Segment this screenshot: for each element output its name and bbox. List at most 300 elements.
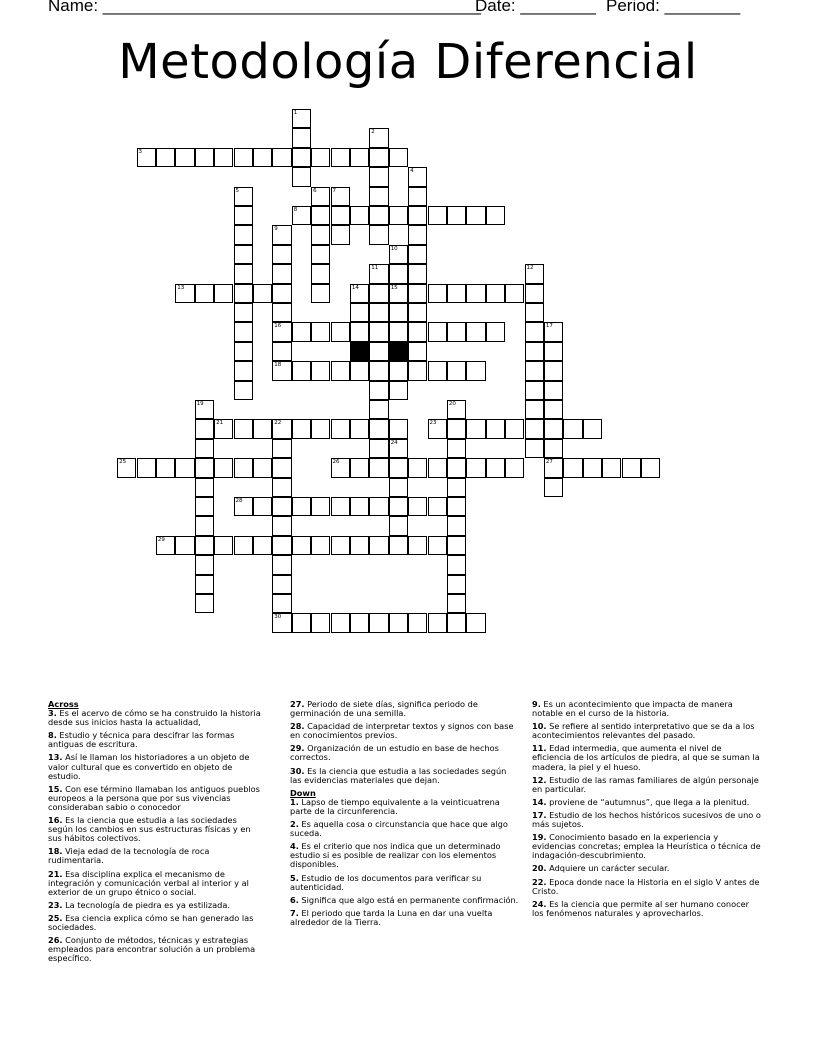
grid-cell[interactable] [195, 555, 214, 574]
grid-cell[interactable] [428, 361, 447, 380]
clue-number: 4 [410, 168, 414, 175]
grid-cell[interactable] [525, 303, 544, 322]
grid-cell[interactable] [156, 458, 175, 477]
grid-cell[interactable] [544, 478, 563, 497]
grid-cell[interactable] [272, 303, 291, 322]
grid-cell[interactable] [447, 361, 466, 380]
down-clue [532, 811, 762, 829]
grid-cell[interactable] [369, 458, 388, 477]
grid-cell[interactable] [428, 497, 447, 516]
grid-cell[interactable] [583, 458, 602, 477]
clue-number-label: 8. [48, 730, 57, 741]
grid-cell[interactable] [389, 516, 408, 535]
grid-cell[interactable] [525, 400, 544, 419]
across-clue [48, 816, 263, 843]
grid-cell[interactable] [369, 264, 388, 283]
clue-text: Estudio de los documentos para verificar su autenticidad. [290, 872, 482, 892]
grid-cell[interactable] [350, 419, 369, 438]
clue-number-label: 29. [290, 743, 305, 754]
grid-cell[interactable] [544, 439, 563, 458]
grid-cell[interactable] [311, 419, 330, 438]
grid-cell[interactable] [369, 148, 388, 167]
grid-cell[interactable] [369, 419, 388, 438]
grid-cell[interactable] [311, 225, 330, 244]
grid-cell[interactable] [505, 419, 524, 438]
clue-number: 14 [351, 284, 359, 291]
grid-cell[interactable] [137, 148, 156, 167]
grid-cell[interactable] [525, 342, 544, 361]
grid-cell[interactable] [175, 284, 194, 303]
grid-cell[interactable] [234, 303, 253, 322]
date-field-label[interactable]: Date: ________ [475, 0, 596, 15]
clue-number: 21 [216, 420, 224, 427]
grid-cell[interactable] [156, 148, 175, 167]
grid-cell[interactable] [272, 516, 291, 535]
grid-cell[interactable] [195, 478, 214, 497]
grid-cell[interactable] [272, 419, 291, 438]
across-clue [48, 847, 263, 865]
grid-cell[interactable] [253, 148, 272, 167]
clue-text: Es la ciencia que estudia a las sociedades según los cambios en sus estructuras físicas y en sus hábitos colectivos. [48, 815, 251, 844]
grid-cell[interactable] [311, 613, 330, 632]
grid-cell[interactable] [253, 284, 272, 303]
across-clue [48, 731, 263, 749]
grid-cell[interactable] [408, 264, 427, 283]
grid-cell[interactable] [525, 439, 544, 458]
grid-cell[interactable] [292, 613, 311, 632]
grid-cell[interactable] [292, 419, 311, 438]
across-clue [48, 901, 263, 910]
grid-cell[interactable] [602, 458, 621, 477]
black-cell [389, 342, 408, 361]
grid-cell[interactable] [525, 322, 544, 341]
grid-cell[interactable] [447, 497, 466, 516]
grid-cell[interactable] [272, 322, 291, 341]
grid-cell[interactable] [234, 206, 253, 225]
grid-cell[interactable] [428, 284, 447, 303]
grid-cell[interactable] [350, 303, 369, 322]
grid-cell[interactable] [486, 419, 505, 438]
grid-cell[interactable] [350, 536, 369, 555]
name-field-label[interactable]: Name: ________________________________________ [48, 0, 481, 15]
grid-cell[interactable] [272, 458, 291, 477]
grid-cell[interactable] [447, 419, 466, 438]
grid-cell[interactable] [525, 284, 544, 303]
clue-text: Epoca donde nace la Historia en el siglo V antes de Cristo. [532, 876, 760, 896]
clue-number: 24 [390, 439, 398, 446]
grid-cell[interactable] [311, 148, 330, 167]
grid-cell[interactable] [544, 381, 563, 400]
grid-cell[interactable] [234, 381, 253, 400]
grid-cell[interactable] [447, 594, 466, 613]
grid-cell[interactable] [408, 225, 427, 244]
grid-cell[interactable] [408, 245, 427, 264]
grid-cell[interactable] [447, 478, 466, 497]
grid-cell[interactable] [544, 361, 563, 380]
grid-cell[interactable] [331, 361, 350, 380]
grid-cell[interactable] [331, 206, 350, 225]
grid-cell[interactable] [408, 613, 427, 632]
grid-cell[interactable] [253, 419, 272, 438]
clue-number-label: 20. [532, 863, 547, 874]
grid-cell[interactable] [331, 613, 350, 632]
grid-cell[interactable] [369, 187, 388, 206]
grid-cell[interactable] [272, 439, 291, 458]
clue-number: 26 [332, 459, 340, 466]
grid-cell[interactable] [447, 322, 466, 341]
grid-cell[interactable] [447, 613, 466, 632]
clue-number-label: 9. [532, 699, 541, 709]
grid-cell[interactable] [369, 536, 388, 555]
grid-cell[interactable] [195, 439, 214, 458]
grid-cell[interactable] [272, 536, 291, 555]
grid-cell[interactable] [369, 497, 388, 516]
grid-cell[interactable] [408, 303, 427, 322]
grid-cell[interactable] [641, 458, 660, 477]
grid-cell[interactable] [195, 284, 214, 303]
grid-cell[interactable] [447, 458, 466, 477]
grid-cell[interactable] [389, 148, 408, 167]
grid-cell[interactable] [311, 187, 330, 206]
grid-cell[interactable] [175, 536, 194, 555]
grid-cell[interactable] [292, 148, 311, 167]
clue-number: 19 [196, 401, 204, 407]
across-heading: Across [48, 699, 79, 709]
grid-cell[interactable] [253, 497, 272, 516]
grid-cell[interactable] [253, 536, 272, 555]
grid-cell[interactable] [234, 284, 253, 303]
grid-cell[interactable] [369, 284, 388, 303]
grid-cell[interactable] [234, 497, 253, 516]
grid-cell[interactable] [389, 497, 408, 516]
grid-cell[interactable] [214, 536, 233, 555]
across-clue [290, 722, 520, 740]
clue-number: 25 [119, 459, 127, 466]
grid-cell[interactable] [408, 284, 427, 303]
grid-cell[interactable] [486, 458, 505, 477]
grid-cell[interactable] [369, 381, 388, 400]
grid-cell[interactable] [272, 342, 291, 361]
grid-cell[interactable] [272, 478, 291, 497]
grid-cell[interactable] [447, 555, 466, 574]
grid-cell[interactable] [272, 225, 291, 244]
grid-cell[interactable] [389, 322, 408, 341]
clue-number-label: 22. [532, 876, 547, 887]
grid-cell[interactable] [272, 284, 291, 303]
clue-number: 15 [390, 284, 398, 291]
grid-cell[interactable] [408, 361, 427, 380]
grid-cell[interactable] [253, 458, 272, 477]
grid-cell[interactable] [389, 381, 408, 400]
grid-cell[interactable] [428, 322, 447, 341]
clue-number: 11 [371, 265, 379, 272]
grid-cell[interactable] [369, 439, 388, 458]
grid-cell[interactable] [272, 555, 291, 574]
grid-cell[interactable] [292, 361, 311, 380]
clue-text: Es la ciencia que estudia a las sociedades según las evidencias materiales que dejan. [290, 765, 507, 785]
grid-cell[interactable] [195, 497, 214, 516]
clue-text: proviene de “autumnus”, que llega a la plenitud. [546, 796, 750, 807]
across-clue [48, 870, 263, 897]
across-clue [48, 753, 263, 780]
grid-cell[interactable] [408, 342, 427, 361]
grid-cell[interactable] [466, 206, 485, 225]
grid-cell[interactable] [137, 458, 156, 477]
clue-number: 8 [293, 207, 298, 213]
grid-cell[interactable] [292, 128, 311, 147]
clue-number: 20 [448, 401, 456, 407]
grid-cell[interactable] [369, 225, 388, 244]
clue-number: 9 [274, 226, 278, 233]
grid-cell[interactable] [505, 284, 524, 303]
clue-text: Conjunto de métodos, técnicas y estrategias empleados para encontrar solución a un problema específico. [48, 935, 256, 964]
grid-cell[interactable] [214, 419, 233, 438]
grid-cell[interactable] [272, 497, 291, 516]
grid-cell[interactable] [447, 575, 466, 594]
grid-cell[interactable] [369, 167, 388, 186]
grid-cell[interactable] [447, 284, 466, 303]
grid-cell[interactable] [214, 284, 233, 303]
down-clue [532, 833, 762, 860]
grid-cell[interactable] [311, 206, 330, 225]
grid-cell[interactable] [292, 322, 311, 341]
grid-cell[interactable] [195, 400, 214, 419]
down-clue [532, 900, 762, 918]
clue-number-label: 10. [532, 721, 547, 732]
grid-cell[interactable] [369, 128, 388, 147]
grid-cell[interactable] [466, 322, 485, 341]
down-clue [532, 776, 762, 794]
grid-cell[interactable] [350, 613, 369, 632]
grid-cell[interactable] [214, 458, 233, 477]
clue-number-label: 6. [290, 894, 299, 905]
clue-text: Es el acervo de cómo se ha construido la historia desde sus inicios hasta la actualidad, [48, 708, 261, 728]
grid-cell[interactable] [544, 322, 563, 341]
grid-cell[interactable] [195, 575, 214, 594]
grid-cell[interactable] [234, 148, 253, 167]
clue-number-label: 25. [48, 912, 63, 923]
grid-cell[interactable] [428, 458, 447, 477]
clue-number: 6 [313, 187, 317, 194]
grid-cell[interactable] [331, 225, 350, 244]
grid-cell[interactable] [234, 458, 253, 477]
grid-cell[interactable] [408, 497, 427, 516]
down-clue [532, 722, 762, 740]
clue-number: 30 [274, 614, 282, 621]
grid-cell[interactable] [195, 516, 214, 535]
grid-cell[interactable] [389, 361, 408, 380]
grid-cell[interactable] [486, 284, 505, 303]
grid-cell[interactable] [369, 361, 388, 380]
clue-number-label: 27. [290, 699, 305, 709]
grid-cell[interactable] [447, 439, 466, 458]
grid-cell[interactable] [331, 419, 350, 438]
grid-cell[interactable] [428, 206, 447, 225]
clue-text: Esa disciplina explica el mecanismo de integración y comunicación verbal al interior y al exterior de un grupo étnico o social. [48, 868, 249, 897]
down-clue [532, 744, 762, 771]
grid-cell[interactable] [311, 245, 330, 264]
grid-cell[interactable] [331, 536, 350, 555]
clue-number-label: 23. [48, 899, 63, 910]
grid-cell[interactable] [544, 458, 563, 477]
grid-cell[interactable] [369, 206, 388, 225]
grid-cell[interactable] [622, 458, 641, 477]
grid-cell[interactable] [311, 322, 330, 341]
grid-cell[interactable] [447, 400, 466, 419]
grid-cell[interactable] [447, 206, 466, 225]
clue-number: 1 [293, 110, 298, 116]
grid-cell[interactable] [331, 497, 350, 516]
grid-cell[interactable] [234, 187, 253, 206]
grid-cell[interactable] [447, 536, 466, 555]
grid-cell[interactable] [389, 439, 408, 458]
clue-number: 2 [371, 129, 375, 136]
grid-cell[interactable] [234, 245, 253, 264]
grid-cell[interactable] [369, 303, 388, 322]
grid-cell[interactable] [234, 419, 253, 438]
grid-cell[interactable] [234, 322, 253, 341]
down-clue [532, 700, 762, 718]
grid-cell[interactable] [331, 148, 350, 167]
grid-cell[interactable] [447, 516, 466, 535]
grid-cell[interactable] [272, 148, 291, 167]
grid-cell[interactable] [292, 109, 311, 128]
grid-cell[interactable] [350, 361, 369, 380]
grid-cell[interactable] [272, 245, 291, 264]
clue-text: Es un acontecimiento que impacta de manera notable en el curso de la historia. [532, 699, 733, 719]
grid-cell[interactable] [389, 284, 408, 303]
grid-cell[interactable] [544, 419, 563, 438]
grid-cell[interactable] [369, 400, 388, 419]
grid-cell[interactable] [331, 322, 350, 341]
grid-cell[interactable] [369, 342, 388, 361]
clue-number-label: 16. [48, 815, 63, 826]
grid-cell[interactable] [311, 536, 330, 555]
grid-cell[interactable] [292, 167, 311, 186]
down-clue [290, 820, 520, 838]
grid-cell[interactable] [156, 536, 175, 555]
grid-cell[interactable] [234, 536, 253, 555]
grid-cell[interactable] [428, 613, 447, 632]
grid-cell[interactable] [408, 536, 427, 555]
grid-cell[interactable] [389, 536, 408, 555]
grid-cell[interactable] [505, 458, 524, 477]
grid-cell[interactable] [389, 458, 408, 477]
grid-cell[interactable] [408, 187, 427, 206]
grid-cell[interactable] [350, 322, 369, 341]
grid-cell[interactable] [544, 400, 563, 419]
grid-cell[interactable] [175, 458, 194, 477]
grid-cell[interactable] [311, 497, 330, 516]
grid-cell[interactable] [525, 361, 544, 380]
grid-cell[interactable] [214, 148, 233, 167]
grid-cell[interactable] [389, 478, 408, 497]
grid-cell[interactable] [272, 264, 291, 283]
grid-cell[interactable] [369, 322, 388, 341]
grid-cell[interactable] [234, 225, 253, 244]
grid-cell[interactable] [408, 458, 427, 477]
grid-cell[interactable] [331, 458, 350, 477]
grid-cell[interactable] [272, 361, 291, 380]
grid-cell[interactable] [563, 458, 582, 477]
grid-cell[interactable] [486, 206, 505, 225]
puzzle-title: Metodología Diferencial [118, 34, 698, 90]
grid-cell[interactable] [234, 264, 253, 283]
clue-number-label: 19. [532, 832, 547, 843]
grid-cell[interactable] [428, 419, 447, 438]
grid-cell[interactable] [466, 458, 485, 477]
clue-number: 7 [332, 187, 336, 194]
grid-cell[interactable] [175, 148, 194, 167]
grid-cell[interactable] [389, 303, 408, 322]
grid-cell[interactable] [408, 206, 427, 225]
grid-cell[interactable] [195, 594, 214, 613]
grid-cell[interactable] [544, 342, 563, 361]
grid-cell[interactable] [272, 613, 291, 632]
grid-cell[interactable] [389, 419, 408, 438]
grid-cell[interactable] [311, 361, 330, 380]
grid-cell[interactable] [369, 613, 388, 632]
clue-number: 17 [545, 323, 553, 330]
period-field-label[interactable]: Period: ________ [606, 0, 741, 15]
clue-number-label: 5. [290, 872, 299, 883]
grid-cell[interactable] [292, 497, 311, 516]
grid-cell[interactable] [292, 206, 311, 225]
grid-cell[interactable] [525, 419, 544, 438]
grid-cell[interactable] [195, 419, 214, 438]
grid-cell[interactable] [389, 264, 408, 283]
grid-cell[interactable] [195, 458, 214, 477]
grid-cell[interactable] [311, 284, 330, 303]
grid-cell[interactable] [563, 419, 582, 438]
grid-cell[interactable] [195, 148, 214, 167]
grid-cell[interactable] [234, 361, 253, 380]
clue-number-label: 4. [290, 841, 299, 852]
clue-number-label: 13. [48, 752, 63, 763]
grid-cell[interactable] [195, 536, 214, 555]
grid-cell[interactable] [272, 575, 291, 594]
grid-cell[interactable] [331, 187, 350, 206]
grid-cell[interactable] [466, 361, 485, 380]
grid-cell[interactable] [486, 322, 505, 341]
clue-text: Es el criterio que nos indica que un determinado estudio si es posible de realizar con los elementos disponibles. [290, 841, 501, 870]
grid-cell[interactable] [292, 536, 311, 555]
across-clue [48, 936, 263, 963]
grid-cell[interactable] [350, 497, 369, 516]
grid-cell[interactable] [466, 284, 485, 303]
grid-cell[interactable] [525, 381, 544, 400]
grid-cell[interactable] [408, 167, 427, 186]
grid-cell[interactable] [389, 206, 408, 225]
grid-cell[interactable] [525, 264, 544, 283]
grid-cell[interactable] [583, 419, 602, 438]
grid-cell[interactable] [389, 245, 408, 264]
grid-cell[interactable] [350, 284, 369, 303]
grid-cell[interactable] [234, 342, 253, 361]
clue-number-label: 1. [290, 796, 299, 807]
grid-cell[interactable] [389, 613, 408, 632]
grid-cell[interactable] [428, 536, 447, 555]
grid-cell[interactable] [350, 206, 369, 225]
grid-cell[interactable] [350, 148, 369, 167]
grid-cell[interactable] [466, 613, 485, 632]
grid-cell[interactable] [408, 322, 427, 341]
grid-cell[interactable] [466, 419, 485, 438]
grid-cell[interactable] [311, 264, 330, 283]
grid-cell[interactable] [117, 458, 136, 477]
grid-cell[interactable] [350, 458, 369, 477]
grid-cell[interactable] [272, 594, 291, 613]
